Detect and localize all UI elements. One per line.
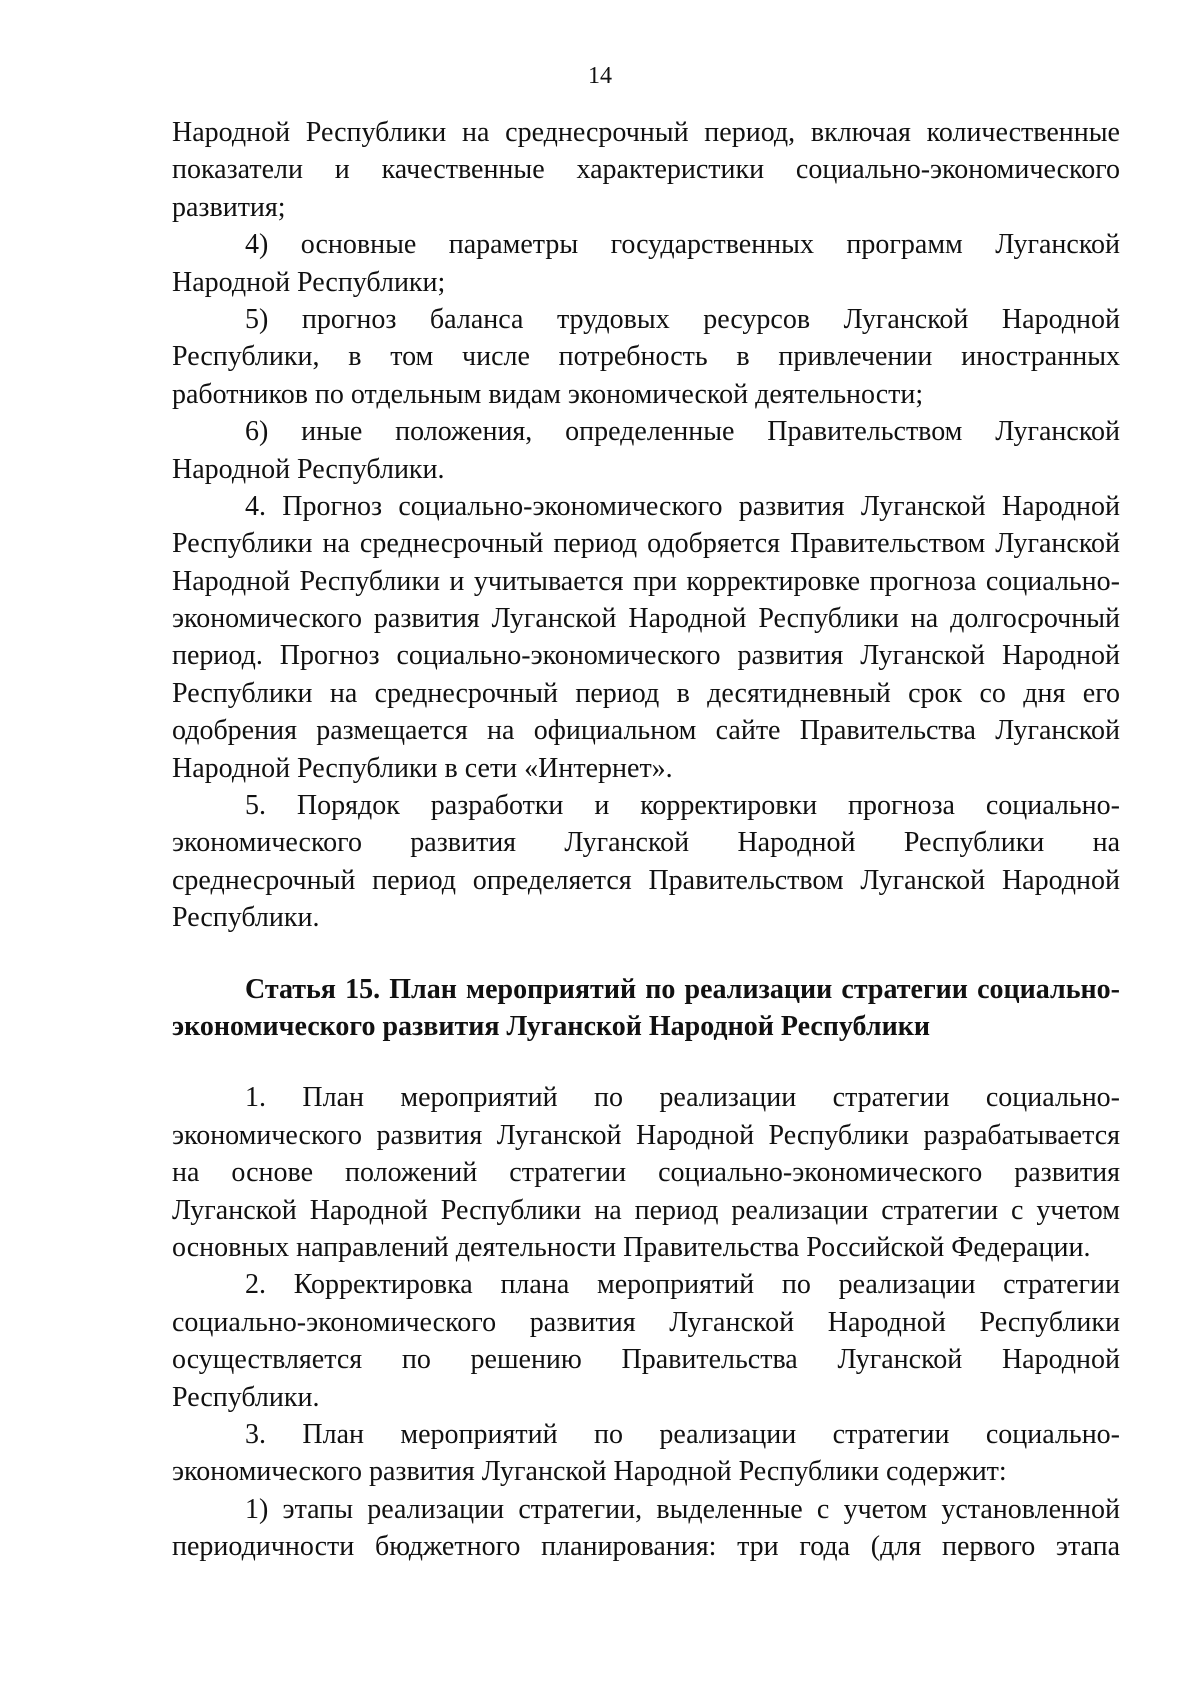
document-body bbox=[172, 114, 1120, 1565]
text-line: Народной Республики и учитывается при корректировке прогноза социально- bbox=[172, 565, 1120, 597]
text-line: 1) этапы реализации стратегии, выделенные с учетом установленной bbox=[245, 1493, 1120, 1525]
text-line: 1. План мероприятий по реализации стратегии социально- bbox=[245, 1082, 1120, 1114]
text-line: Народной Республики в сети «Интернет». bbox=[172, 752, 673, 784]
text-line: Республики. bbox=[172, 1381, 320, 1413]
text-line: Республики на среднесрочный период в десятидневный срок со дня его bbox=[172, 677, 1120, 709]
text-line: экономического развития Луганской Народной Республики разрабатывается bbox=[172, 1119, 1120, 1151]
heading-line: Статья 15. План мероприятий по реализации стратегии социально- bbox=[245, 973, 1120, 1005]
text-line: периодичности бюджетного планирования: три года (для первого этапа bbox=[172, 1531, 1120, 1563]
text-line: экономического развития Луганской Народной Республики на bbox=[172, 827, 1120, 859]
text-line: 6) иные положения, определенные Правительством Луганской bbox=[245, 416, 1120, 448]
text-line: осуществляется по решению Правительства Луганской Народной bbox=[172, 1344, 1120, 1376]
text-line: 3. План мероприятий по реализации стратегии социально- bbox=[245, 1418, 1120, 1450]
text-line: 4) основные параметры государственных программ Луганской bbox=[245, 229, 1120, 261]
page-number: 14 bbox=[588, 63, 612, 89]
text-line: работников по отдельным видам экономической деятельности; bbox=[172, 378, 924, 410]
text-line: Народной Республики на среднесрочный период, включая количественные bbox=[172, 117, 1120, 148]
text-line: Республики, в том числе потребность в привлечении иностранных bbox=[172, 341, 1120, 373]
text-line: 4. Прогноз социально-экономического развития Луганской Народной bbox=[245, 490, 1120, 522]
text-line: Республики. bbox=[172, 902, 320, 934]
text-line: 2. Корректировка плана мероприятий по реализации стратегии bbox=[245, 1269, 1120, 1301]
text-line: социально-экономического развития Луганской Народной Республики bbox=[172, 1306, 1120, 1338]
text-line: Луганской Народной Республики на период реализации стратегии с учетом bbox=[172, 1194, 1120, 1226]
text-line: среднесрочный период определяется Правительством Луганской Народной bbox=[172, 864, 1120, 896]
text-line: экономического развития Луганской Народной Республики на долгосрочный bbox=[172, 603, 1120, 635]
text-line: одобрения размещается на официальном сайте Правительства Луганской bbox=[172, 715, 1120, 747]
heading-line: экономического развития Луганской Народной Республики bbox=[172, 1010, 930, 1042]
text-line: на основе положений стратегии социально-экономического развития bbox=[172, 1157, 1120, 1189]
text-line: период. Прогноз социально-экономического развития Луганской Народной bbox=[172, 640, 1120, 672]
text-line: Народной Республики. bbox=[172, 453, 445, 485]
text-line: развития; bbox=[172, 191, 286, 223]
text-line: основных направлений деятельности Правительства Российской Федерации. bbox=[172, 1231, 1091, 1263]
text-line: Народной Республики; bbox=[172, 266, 446, 298]
text-line: показатели и качественные характеристики социально-экономического bbox=[172, 154, 1120, 186]
text-line: Республики на среднесрочный период одобряется Правительством Луганской bbox=[172, 528, 1120, 560]
text-line: экономического развития Луганской Народной Республики содержит: bbox=[172, 1456, 1007, 1488]
text-line: 5) прогноз баланса трудовых ресурсов Луганской Народной bbox=[245, 303, 1120, 335]
text-line: 5. Порядок разработки и корректировки прогноза социально- bbox=[245, 790, 1120, 822]
